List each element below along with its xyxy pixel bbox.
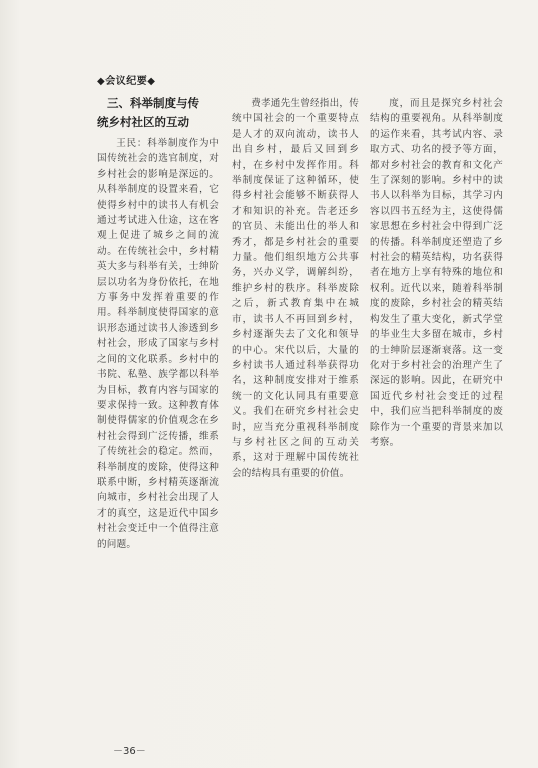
page-number: －36－ [113,746,146,757]
text-column-3 [370,96,503,450]
article-title [97,94,227,132]
text-column-1 [97,136,219,552]
text-column-2 [232,96,359,481]
section-tag: ◆会议纪要◆ [97,76,156,87]
paragraph: 王民：科举制度作为中国传统社会的选官制度，对乡村社会的影响是深远的。从科举制度的设置来看，它使得乡村中的读书人有机会通过考试进入仕途，这在客观上促进了城乡之间的流动。在传统社会中，乡村精英大多与科举有关，士绅阶层以功名为身份依托，在地方事务中发挥着重要的作用。科举制度使得国家的意识形态通过读书人渗透到乡村社会，形成了国家与乡村之间的文化联系。乡村中的书院、私塾、族学都以科举为目标，教育内容与国家的要求保持一致。这种教育体制使得儒家的价值观念在乡村社会得到广泛传播，维系了传统社会的稳定。然而，科举制度的废除，使得这种联系中断，乡村精英逐渐流向城市，乡村社会出现了人才的真空，这是近代中国乡村社会变迁中一个值得注意的问题。 [97,138,219,550]
title-line-1: 三、科举制度与传 [107,96,199,110]
paragraph: 费孝通先生曾经指出，传统中国社会的一个重要特点是人才的双向流动，读书人出自乡村，最后又回到乡村，在乡村中发挥作用。科举制度保证了这种循环，使得乡村社会能够不断获得人才和知识的补充。告老还乡的官员、未能出仕的举人和秀才，都是乡村社会的重要力量。他们组织地方公共事务，兴办义学，调解纠纷，维护乡村的秩序。科举废除之后，新式教育集中在城市，读书人不再回到乡村，乡村逐渐失去了文化和领导的中心。宋代以后，大量的乡村读书人通过科举获得功名，这种制度安排对于维系统一的文化认同具有重要意义。我们在研究乡村社会史时，应当充分重视科举制度与乡村社区之间的互动关系，这对于理解中国传统社会的结构具有重要的价值。 [232,98,359,479]
title-line-2: 统乡村社区的互动 [97,115,189,129]
paragraph: 度，而且是探究乡村社会结构的重要视角。从科举制度的运作来看，其考试内容、录取方式、功名的授予等方面，都对乡村社会的教育和文化产生了深刻的影响。乡村中的读书人以科举为目标，其学习内容以四书五经为主，这使得儒家思想在乡村社会中得到广泛的传播。科举制度还塑造了乡村社会的精英结构，功名获得者在地方上享有特殊的地位和权利。近代以来，随着科举制度的废除，乡村社会的精英结构发生了重大变化，新式学堂的毕业生大多留在城市，乡村的士绅阶层逐渐衰落。这一变化对于乡村社会的治理产生了深远的影响。因此，在研究中国近代乡村社会变迁的过程中，我们应当把科举制度的废除作为一个重要的背景来加以考察。 [370,98,503,448]
